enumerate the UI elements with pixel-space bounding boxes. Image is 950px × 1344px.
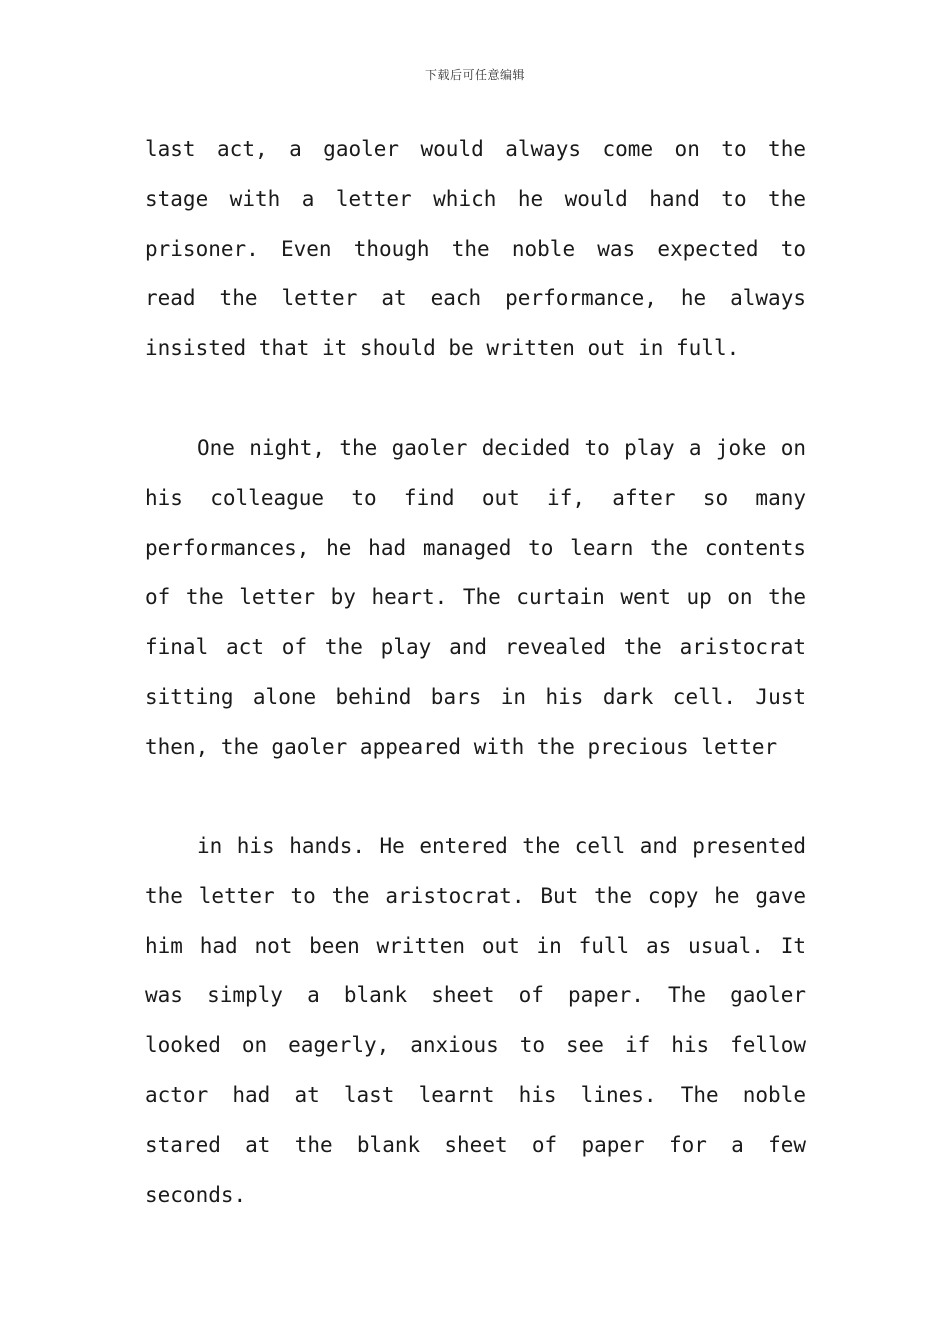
text-line: seconds.: [145, 1182, 247, 1207]
text-line: read the letter at each performance, he always: [145, 286, 806, 311]
page-header: 下载后可任意编辑: [424, 68, 525, 82]
text-line: his colleague to find out if, after so many: [145, 485, 806, 510]
text-line: him had not been written out in full as usual. It: [145, 933, 806, 958]
text-line: looked on eagerly, anxious to see if his fellow: [145, 1033, 806, 1058]
paragraph-1: [145, 125, 806, 374]
paragraph-2: [145, 424, 806, 773]
text-line: was simply a blank sheet of paper. The gaoler: [145, 983, 806, 1008]
text-line: the letter to the aristocrat. But the copy he gave: [145, 883, 806, 908]
text-line: prisoner. Even though the noble was expected to: [145, 236, 806, 261]
text-line: final act of the play and revealed the aristocrat: [145, 635, 806, 660]
text-line: in his hands. He entered the cell and presented: [197, 834, 806, 858]
text-line: stage with a letter which he would hand to the: [145, 186, 806, 211]
text-line: last act, a gaoler would always come on to the: [145, 137, 806, 161]
text-line: actor had at last learnt his lines. The noble: [145, 1082, 806, 1107]
text-line: performances, he had managed to learn the contents: [145, 535, 806, 560]
text-line: insisted that it should be written out in full.: [145, 336, 740, 361]
paragraph-3: [145, 822, 806, 1220]
text-line: One night, the gaoler decided to play a joke on: [197, 436, 806, 460]
text-line: sitting alone behind bars in his dark cell. Just: [145, 684, 806, 709]
text-line: of the letter by heart. The curtain went up on the: [145, 585, 806, 610]
text-line: stared at the blank sheet of paper for a few: [145, 1132, 806, 1157]
text-line: then, the gaoler appeared with the precious letter: [145, 734, 778, 759]
